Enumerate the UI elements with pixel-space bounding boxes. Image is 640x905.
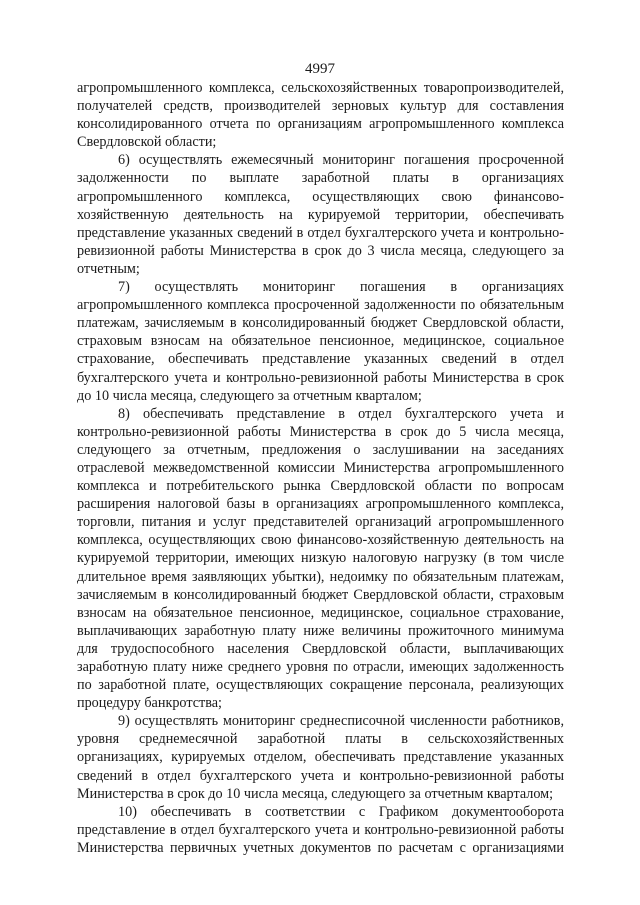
paragraph-continuation: агропромышленного комплекса, сельскохозяйственных товаропроизводителей, получателей средств, производителей зерновых культур для составления консолидированного отчета по организациям агропромышленного комплекса Свердловской области; [77, 80, 564, 151]
page-number: 4997 [305, 61, 335, 77]
paragraph-item-7: 7) осуществлять мониторинг погашения в организациях агропромышленного комплекса просроченной задолженности по обязательным платежам, зачисляемым в консолидированный бюджет Свердловской области, страховым взносам на обязательное пенсионное, медицинское, социальное страхование, обеспечивать представление указанных сведений в отдел бухгалтерского учета и контрольно-ревизионной работы Министерства в срок до 10 числа месяца, следующего за отчетным кварталом; [77, 279, 564, 404]
paragraph-item-8: 8) обеспечивать представление в отдел бухгалтерского учета и контрольно-ревизионной работы Министерства в срок до 5 числа месяца, следующего за отчетным, предложения о заслушивании на заседаниях отраслевой межведомственной комиссии Министерства агропромышленного комплекса и потребительского рынка Свердловской области по вопросам расширения налоговой базы в организациях агропромышленного комплекса, торговли, питания и услуг представителей организаций агропромышленного комплекса, осуществляющих свою финансово-хозяйственную деятельность на курируемой территории, имеющих низкую налоговую нагрузку (в том числе длительное время заявляющих убытки), недоимку по обязательным платежам, зачисляемым в консолидированный бюджет Свердловской области, страховым взносам на обязательное пенсионное, медицинское, социальное страхование, выплачивающих заработную плату ниже величины прожиточного минимума для трудоспособного населения Свердловской области, выплачивающих заработную плату ниже среднего уровня по отрасли, имеющих задолженность по заработной плате, осуществляющих сокращение персонала, реализующих процедуру банкротства; [77, 405, 564, 712]
paragraph-item-10: 10) обеспечивать в соответствии с Графиком документооборота представление в отдел бухгалтерского учета и контрольно-ревизионной работы Министерства первичных учетных документов по расчетам с организациями [77, 803, 564, 856]
paragraph-item-9: 9) осуществлять мониторинг среднесписочной численности работников, уровня среднемесячной заработной платы в сельскохозяйственных организациях, курируемых отделом, обеспечивать представление указанных сведений в отдел бухгалтерского учета и контрольно-ревизионной работы Министерства в срок до 10 числа месяца, следующего за отчетным кварталом; [77, 713, 564, 802]
document-body [77, 79, 564, 857]
paragraph-item-6: 6) осуществлять ежемесячный мониторинг погашения просроченной задолженности по выплате заработной платы в организациях агропромышленного комплекса, осуществляющих свою финансово-хозяйственную деятельность на курируемой территории, обеспечивать представление указанных сведений в отдел бухгалтерского учета и контрольно-ревизионной работы Министерства в срок до 3 числа месяца, следующего за отчетным; [77, 152, 564, 277]
